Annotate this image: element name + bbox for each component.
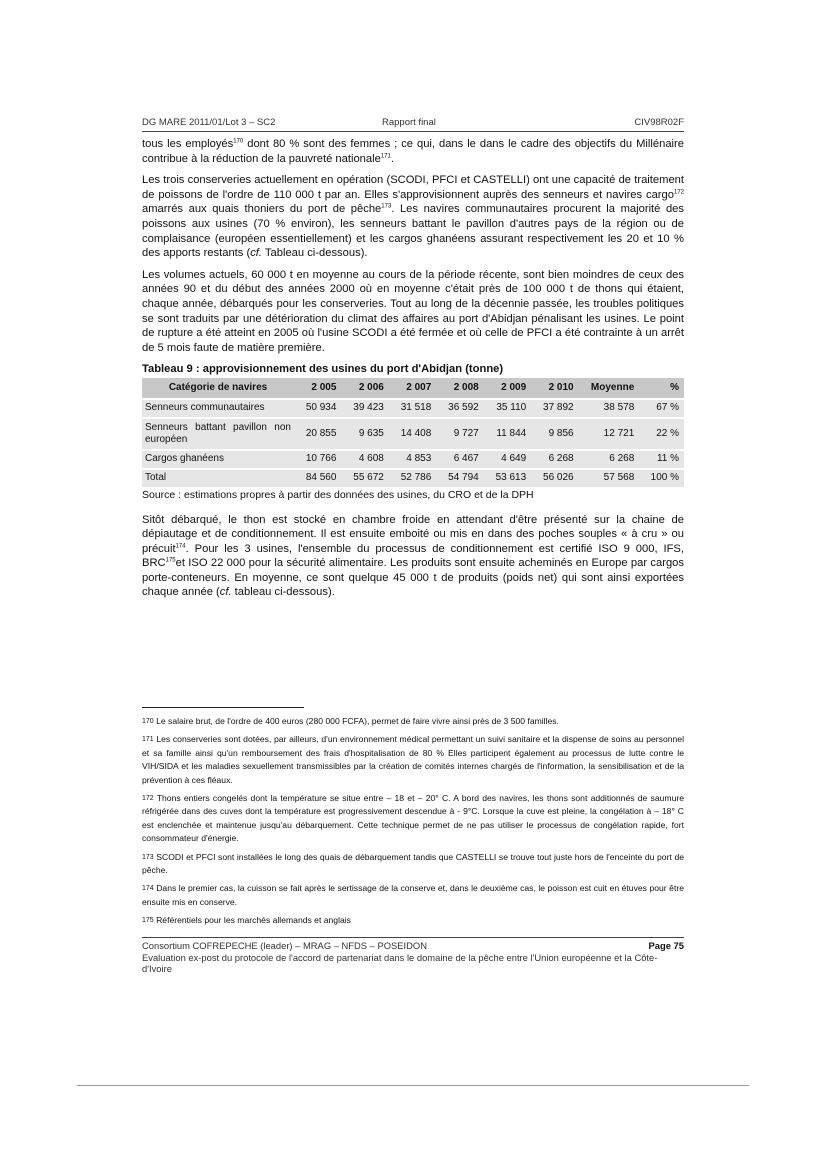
table-cell: 54 794: [436, 469, 483, 487]
table-cell: 35 110: [484, 399, 531, 418]
table-cell: 6 268: [579, 450, 640, 469]
header-right: CIV98R02F: [634, 117, 684, 128]
footnote-175: [142, 914, 684, 927]
cf-text: cf.: [219, 586, 232, 599]
footnote-172: [142, 792, 684, 846]
text: Sitôt débarqué, le thon est stocké en chambre froide en attendant d'être présenté sur la chaine de dépiautage et de conditionnement. Il est ensuite emboité ou mis en dans des poches souples « à cru » ou précuit: [142, 513, 684, 555]
table-cell: 10 766: [294, 450, 341, 469]
footnote-174: [142, 882, 684, 909]
paragraph-3: Les volumes actuels, 60 000 t en moyenne au cours de la période récente, sont bien moindres de ceux des années 90 et du début des années 2000 où en moyenne c'était près de 100 000 t de thons qui étaient, chaque année, débarqués pour les conserveries. Tout au long de la décennie passée, les troubles politiques se sont traduits par une détérioration du climat des affaires au port d'Abidjan pénalisant les usines. Le point de rupture a été atteint en 2005 où l'usine SCODI a été fermée et où celle de PFCI a été contrainte à un arrêt de 5 mois faute de matière première.: [142, 268, 684, 354]
column-header: 2 007: [389, 378, 436, 399]
table-cell: 50 934: [294, 399, 341, 418]
table-row: [142, 399, 684, 418]
text: . Pour les 3 usines, l'ensemble du processus de conditionnement est certifié ISO 9 000, IFS, BRC: [142, 542, 684, 570]
column-header: Catégorie de navires: [142, 378, 294, 399]
header-center: Rapport final: [382, 117, 436, 128]
text: .: [390, 152, 394, 165]
footnote-ref[interactable]: 170: [233, 138, 244, 145]
footnote-number: 173: [142, 853, 154, 861]
table-cell: 52 786: [389, 469, 436, 487]
footnote-ref[interactable]: 171: [380, 152, 391, 159]
table-cell: 55 672: [341, 469, 388, 487]
footnote-text: Le salaire brut, de l'ordre de 400 euros (280 000 FCFA), permet de faire vivre ainsi près de 3 500 familles.: [156, 716, 559, 726]
table-cell: 57 568: [579, 469, 640, 487]
footnote-separator: [142, 707, 304, 708]
column-header: Moyenne: [579, 378, 640, 399]
table-cell: 6 467: [436, 450, 483, 469]
table-cell: Total: [142, 469, 294, 487]
footnotes: [142, 715, 684, 933]
cf-text: cf.: [250, 247, 263, 260]
text: et ISO 22 000 pour la sécurité alimentaire. Les produits sont ensuite acheminés en Europe par cargos porte-conteneurs. En moyenne, ce sont quelque 45 000 t de produits (poids net) qui sont ainsi exportées chaque année (: [142, 557, 684, 599]
header-left: DG MARE 2011/01/Lot 3 – SC2: [142, 117, 276, 128]
text: tous les employés: [142, 138, 234, 150]
table-cell: 53 613: [484, 469, 531, 487]
table-cell: 22 %: [639, 418, 684, 450]
table-cell: 39 423: [341, 399, 388, 418]
footer-subtitle: Evaluation ex-post du protocole de l'accord de partenariat dans le domaine de la pêche entre l'Union européenne et la Côte-d'Ivoire: [142, 952, 658, 974]
table-cell: 20 855: [294, 418, 341, 450]
footnote-173: [142, 851, 684, 878]
footnote-ref[interactable]: 173: [381, 203, 392, 210]
table-cell: 37 892: [531, 399, 578, 418]
footnote-number: 174: [142, 885, 154, 893]
footnote-text: SCODI et PFCI sont installées le long des quais de débarquement tandis que CASTELLI se trouve tout juste hors de l'enceinte du port de pêche.: [142, 851, 684, 876]
table-cell: Senneurs battant pavillon non européen: [142, 418, 294, 450]
table-row-total: [142, 469, 684, 487]
column-header: 2 005: [294, 378, 341, 399]
footer-consortium: Consortium COFREPECHE (leader) – MRAG – NFDS – POSEIDON: [142, 940, 427, 951]
footnote-171: [142, 733, 684, 787]
column-header: 2 006: [341, 378, 388, 399]
footnote-number: 170: [142, 718, 154, 725]
page-bottom-rule: [77, 1085, 749, 1086]
table-source: Source : estimations propres à partir des données des usines, du CRO et de la DPH: [142, 488, 534, 501]
paragraph-1: [142, 137, 684, 166]
text: tableau ci-dessous).: [231, 586, 335, 599]
table-cell: 84 560: [294, 469, 341, 487]
table-cell: 4 608: [341, 450, 388, 469]
table-row: [142, 450, 684, 469]
table-cell: 38 578: [579, 399, 640, 418]
table-cell: 14 408: [389, 418, 436, 450]
page-header: [142, 117, 684, 132]
paragraph-2: [142, 173, 684, 261]
text: Tableau ci-dessous).: [262, 247, 368, 260]
footnote-ref[interactable]: 175: [165, 557, 176, 564]
table-cell: 67 %: [639, 399, 684, 418]
column-header: %: [639, 378, 684, 399]
text: Les trois conserveries actuellement en opération (SCODI, PFCI et CASTELLI) ont une capacité de traitement de poissons de l'ordre de 110 000 t par an. Elles s'approvisionnent auprès des senneurs et navires cargo: [142, 174, 684, 201]
table-cell: 4 853: [389, 450, 436, 469]
table-cell: 9 635: [341, 418, 388, 450]
footnote-number: 175: [142, 917, 154, 925]
document-body: [142, 137, 684, 607]
column-header: 2 010: [531, 378, 578, 399]
text: dont 80 % sont des femmes ; ce qui, dans le dans le cadre des objectifs du Millénaire contribue à la réduction de la pauvreté nationale: [142, 138, 684, 165]
table-header-row: [142, 378, 684, 399]
footnote-ref[interactable]: 174: [175, 542, 186, 549]
table-cell: 100 %: [639, 469, 684, 487]
text: . Les navires communautaires procurent la majorité des poissons aux usines (70 % environ), les senneurs battant le pavillon d'autres pays de la région ou de complaisance (européen essentiellement) et les cargos ghanéens assurant respectivement les 20 et 10 % des apports restants (: [142, 203, 684, 260]
supply-table: [142, 378, 684, 487]
table-caption: Tableau 9 : approvisionnement des usines du port d'Abidjan (tonne): [142, 363, 504, 376]
page-footer: [142, 937, 684, 974]
page-number: Page 75: [648, 940, 684, 951]
table-cell: 9 856: [531, 418, 578, 450]
table-row: [142, 418, 684, 450]
table-cell: Senneurs communautaires: [142, 399, 294, 418]
table-cell: 11 %: [639, 450, 684, 469]
footnote-text: Thons entiers congelés dont la température se situe entre – 18 et – 20° C. A bord des navires, les thons sont additionnés de saumure réfrigérée dans des cuves dont la température est progressivement descendue à - 9°C. Lorsque la cuve est pleine, la congélation à – 18° C est enclenchée et maintenue jusqu'au débarquement. Cette technique permet de ne pas utiliser le processus de congélation rapide, fort consommateur d'énergie.: [142, 793, 684, 844]
footnote-text: Dans le premier cas, la cuisson se fait après le sertissage de la conserve et, dans le deuxième cas, le poisson est cuit en étuves pour être ensuite mis en conserve.: [142, 883, 684, 907]
footnote-ref[interactable]: 172: [673, 189, 684, 196]
footnote-170: [142, 715, 684, 728]
footnote-text: Référentiels pour les marchés allemands et anglais: [156, 915, 351, 926]
column-header: 2 008: [436, 378, 483, 399]
paragraph-4: [142, 513, 684, 601]
table-cell: 4 649: [484, 450, 531, 469]
table-cell: 31 518: [389, 399, 436, 418]
table-cell: 11 844: [484, 418, 531, 450]
text: amarrés aux quais thoniers du port de pêche: [142, 203, 382, 216]
column-header: 2 009: [484, 378, 531, 399]
table-cell: Cargos ghanéens: [142, 450, 294, 469]
footnote-number: 172: [142, 795, 154, 803]
table-cell: 12 721: [579, 418, 640, 450]
table-cell: 9 727: [436, 418, 483, 450]
footnote-number: 171: [142, 736, 154, 744]
footnote-text: Les conserveries sont dotées, par ailleurs, d'un environnement médical permettant un suivi sanitaire et la dispense de soins au personnel et sa famille ainsi qu'un remboursement des frais d'hospitalisation de 80 % Elles participent également au processus de lutte contre le VIH/SIDA et les maladies sexuellement transmissibles par la création de comités internes chargés de l'information, la sensibilisation et de la prévention à ces fléaux.: [142, 734, 684, 785]
table-cell: 6 268: [531, 450, 578, 469]
table-cell: 56 026: [531, 469, 578, 487]
table-cell: 36 592: [436, 399, 483, 418]
